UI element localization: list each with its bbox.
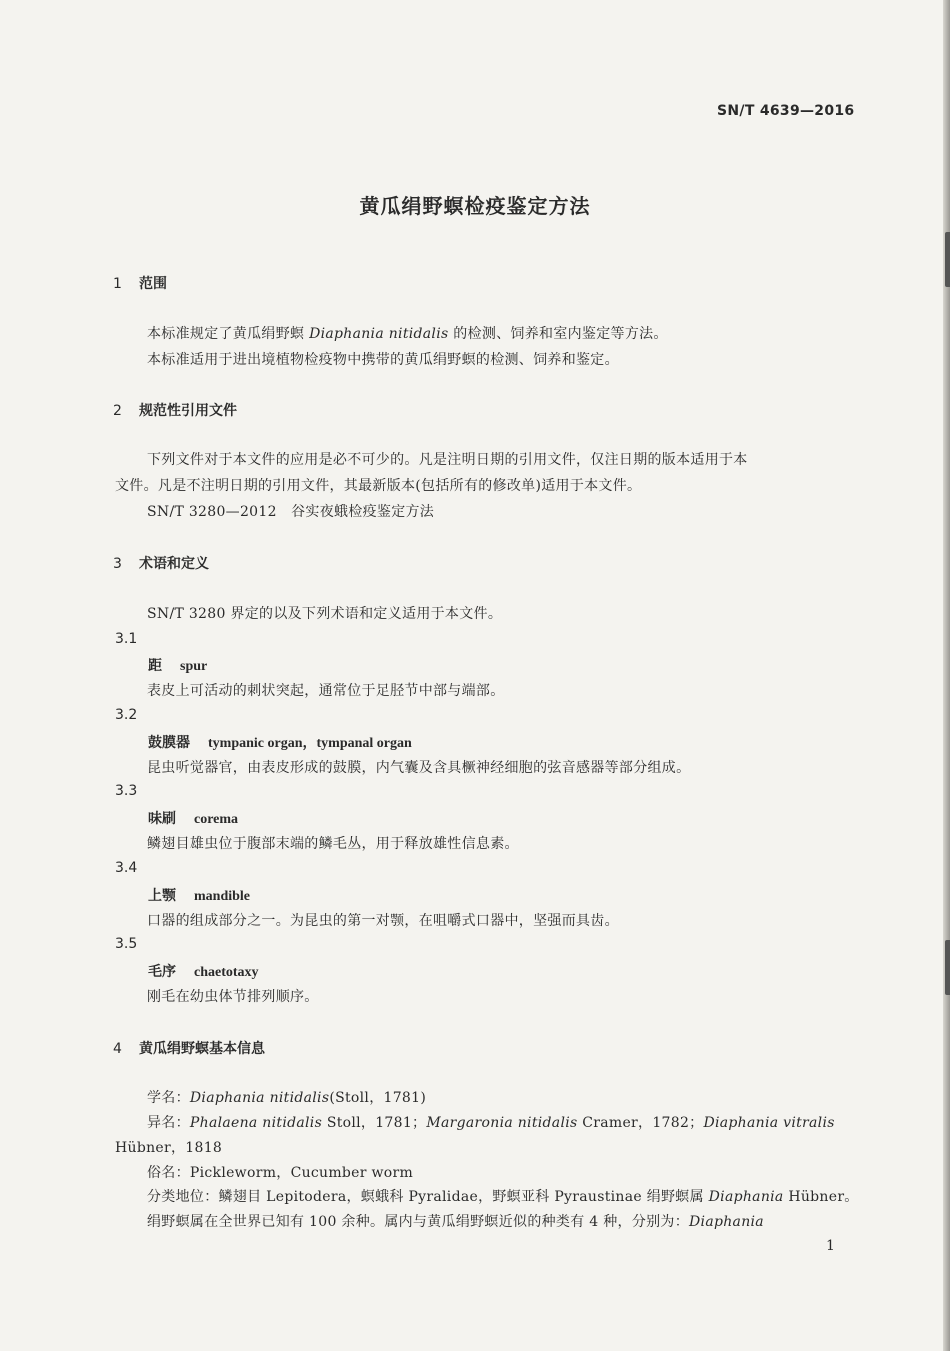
section-title: 范围	[139, 276, 167, 292]
term-definition: 昆虫听觉器官，由表皮形成的鼓膜，内气囊及含具橛神经细胞的弦音感器等部分组成。	[147, 760, 691, 776]
text: 绢野螟属在全世界已知有 100 余种。属内与黄瓜绢野螟近似的种类有 4 种，分别为：	[147, 1214, 690, 1230]
authority: (Stoll，1781)	[329, 1090, 427, 1106]
term-entry	[148, 655, 207, 675]
synonyms-line-2: Hübner，1818	[115, 1140, 223, 1156]
scientific-name: Phalaena nitidalis	[189, 1115, 323, 1131]
section-title: 黄瓜绢野螟基本信息	[139, 1041, 265, 1057]
label: 异名：	[147, 1115, 190, 1131]
scientific-name: Diaphania vitralis	[703, 1115, 835, 1131]
term-zh: 味刷	[148, 811, 176, 827]
term-definition: 口器的组成部分之一。为昆虫的第一对颚，在咀嚼式口器中，坚强而具齿。	[147, 913, 619, 929]
section-4-heading	[113, 1038, 265, 1058]
term-en: corema	[194, 812, 239, 827]
term-definition: 鳞翅目雄虫位于腹部末端的鳞毛丛，用于释放雄性信息素。	[147, 836, 519, 852]
standard-code: SN/T 4639—2016	[717, 103, 855, 119]
section-title: 规范性引用文件	[139, 403, 237, 419]
section-number: 2	[113, 403, 122, 419]
label: 学名：	[147, 1090, 190, 1106]
term-zh: 毛序	[148, 964, 176, 980]
section-2-paragraph-line-1: 下列文件对于本文件的应用是必不可少的。凡是注明日期的引用文件，仅注日期的版本适用于本	[147, 452, 748, 468]
section-title: 术语和定义	[139, 556, 209, 572]
common-names: 俗名：Pickleworm，Cucumber worm	[147, 1165, 414, 1181]
normative-reference: SN/T 3280—2012 谷实夜蛾检疫鉴定方法	[147, 504, 435, 520]
scientific-name: Margaronia nitidalis	[426, 1115, 578, 1131]
term-en: chaetotaxy	[194, 965, 259, 980]
authority: Stoll，1781；	[322, 1115, 427, 1131]
section-2-heading	[113, 400, 237, 420]
binding-hole-bottom	[945, 940, 950, 995]
section-number: 4	[113, 1041, 122, 1057]
term-number: 3.5	[115, 936, 138, 952]
text: 本标准规定了黄瓜绢野螟	[147, 326, 310, 342]
term-definition: 表皮上可活动的刺状突起，通常位于足胫节中部与端部。	[147, 683, 505, 699]
section-number: 3	[113, 556, 122, 572]
term-entry	[148, 885, 250, 905]
term-en: mandible	[194, 889, 251, 904]
term-zh: 上颚	[148, 888, 176, 904]
scientific-name-line	[147, 1087, 426, 1107]
term-number: 3.3	[115, 783, 138, 799]
section-3-intro: SN/T 3280 界定的以及下列术语和定义适用于本文件。	[147, 606, 503, 622]
synonyms-line	[147, 1112, 835, 1132]
term-number: 3.1	[115, 631, 138, 647]
section-2-paragraph-line-2: 文件。凡是不注明日期的引用文件，其最新版本(包括所有的修改单)适用于本文件。	[115, 478, 642, 494]
term-number: 3.2	[115, 707, 138, 723]
term-entry	[148, 732, 412, 752]
term-number: 3.4	[115, 860, 138, 876]
term-en: tympanic organ，tympanal organ	[208, 736, 412, 751]
document-title: 黄瓜绢野螟检疫鉴定方法	[359, 194, 591, 218]
text: 的检测、饲养和室内鉴定等方法。	[448, 326, 668, 342]
text: Hübner。	[783, 1189, 859, 1205]
genus-name: Diaphania	[708, 1189, 784, 1205]
section-number: 1	[113, 276, 122, 292]
term-en: spur	[180, 659, 208, 674]
section-1-paragraph-2: 本标准适用于进出境植物检疫物中携带的黄瓜绢野螟的检测、饲养和鉴定。	[147, 352, 619, 368]
term-entry	[148, 808, 238, 828]
binding-hole-top	[945, 232, 950, 287]
section-1-heading	[113, 273, 167, 293]
authority: Cramer，1782；	[577, 1115, 704, 1131]
page-number: 1	[826, 1238, 835, 1254]
genus-name: Diaphania	[689, 1214, 764, 1230]
scientific-name: Diaphania nitidalis	[189, 1090, 330, 1106]
term-zh: 鼓膜器	[148, 735, 190, 751]
term-zh: 距	[148, 658, 162, 674]
taxonomic-position	[147, 1186, 859, 1206]
term-entry	[148, 961, 259, 981]
scientific-name: Diaphania nitidalis	[309, 326, 449, 342]
text: 分类地位：鳞翅目 Lepitodera，螟蛾科 Pyralidae，野螟亚科 Pyraustinae 绢野螟属	[147, 1189, 709, 1205]
genus-description	[147, 1211, 764, 1231]
term-definition: 刚毛在幼虫体节排列顺序。	[147, 989, 319, 1005]
section-1-paragraph-1	[147, 323, 668, 343]
section-3-heading	[113, 553, 209, 573]
